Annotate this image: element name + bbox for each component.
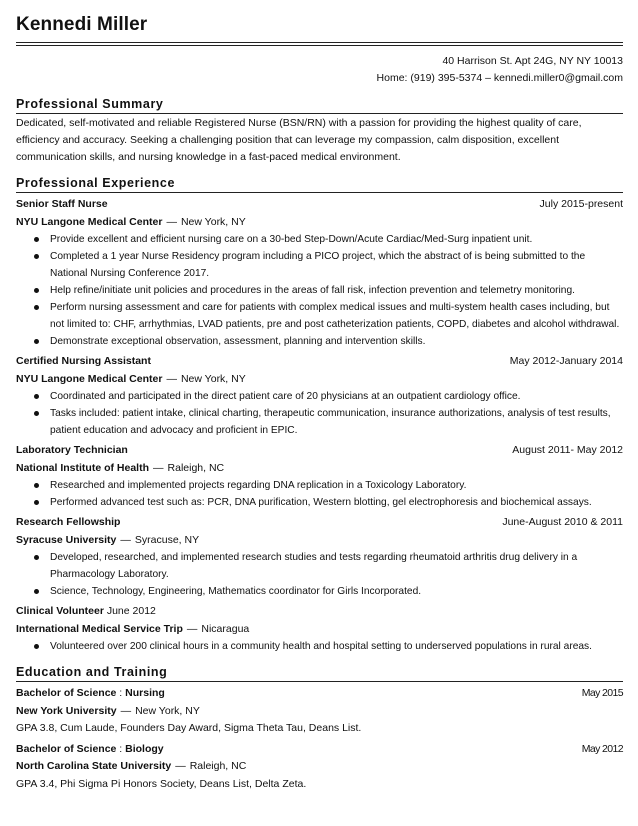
volunteer-org-row: [16, 621, 623, 639]
job-org-row: [16, 460, 623, 478]
list-item: Perform nursing assessment and care for patients with complex medical issues and multi-system health cases including, but not limited to: CHF, arrhythmias, LVAD patients, pre and post catheterization patients, COPD, diabetes and alcohol withdrawal.: [16, 299, 623, 333]
degree-school-row: [16, 703, 623, 721]
job-dates: July 2015-present: [539, 198, 623, 210]
volunteer-location: Nicaragua: [201, 622, 250, 635]
degree-title: [16, 741, 164, 759]
job-header-row: [16, 353, 623, 371]
list-item: Science, Technology, Engineering, Mathematics coordinator for Girls Incorporated.: [16, 583, 623, 600]
summary-rule: [16, 113, 623, 114]
job-role: Laboratory Technician: [16, 444, 128, 456]
job-bullets: [16, 231, 623, 350]
org-dash: —: [175, 760, 186, 772]
experience-title: Professional Experience: [16, 176, 176, 190]
summary-section: [16, 96, 623, 166]
job-dates: August 2011- May 2012: [512, 444, 623, 456]
degree-name: Bachelor of Science: [16, 742, 117, 755]
org-dash: —: [120, 704, 132, 717]
education-section: [16, 664, 623, 793]
job-header-row: [16, 196, 623, 214]
list-item: Completed a 1 year Nurse Residency program including a PICO project, which the abstract of is being submitted to the National Nursing Conference 2017.: [16, 248, 623, 282]
degree-dates: May 2012: [581, 742, 623, 755]
job-bullets: [16, 388, 623, 439]
volunteer-org: International Medical Service Trip: [16, 622, 183, 635]
header-double-rule: [16, 42, 623, 46]
org-dash: —: [186, 622, 198, 635]
candidate-name: Kennedi Miller: [16, 14, 148, 35]
org-dash: —: [120, 533, 131, 546]
volunteer-bullets: [16, 638, 623, 655]
contact-block: [16, 53, 623, 87]
degree-title: [16, 685, 165, 703]
degree-school: North Carolina State University: [16, 760, 172, 772]
experience-rule: [16, 192, 623, 193]
contact-address: 40 Harrison St. Apt 24G, NY NY 10013: [442, 55, 623, 67]
list-item: Demonstrate exceptional observation, assessment, planning and intervention skills.: [16, 333, 623, 350]
list-item: Volunteered over 200 clinical hours in a community health and hospital setting to underserved populations in rural areas.: [16, 638, 623, 655]
degree-entry: [16, 741, 623, 794]
job-entry: [16, 353, 623, 439]
job-bullets: [16, 477, 623, 511]
degree-name: Bachelor of Science: [16, 687, 117, 699]
degree-header-row: [16, 741, 623, 759]
job-org: NYU Langone Medical Center: [16, 372, 163, 385]
org-dash: —: [166, 215, 177, 228]
degree-details: GPA 3.8, Cum Laude, Founders Day Award, Sigma Theta Tau, Deans List.: [16, 722, 362, 734]
job-location: Syracuse, NY: [134, 533, 200, 546]
list-item: Tasks included: patient intake, clinical charting, therapeutic communication, insurance authorizations, analysis of test results, patient education and advocacy and proficient in EPIC.: [16, 405, 623, 439]
list-item: Help refine/initiate unit policies and procedures in the areas of fall risk, infection prevention and telemetry monitoring.: [16, 282, 623, 299]
summary-title: Professional Summary: [16, 97, 164, 111]
degree-field: Nursing: [125, 687, 165, 699]
job-location: Raleigh, NC: [167, 461, 225, 474]
degree-school: New York University: [16, 704, 117, 717]
list-item: Coordinated and participated in the direct patient care of 20 physicians at an outpatient cardiology office.: [16, 388, 623, 405]
list-item: Provide excellent and efficient nursing care on a 30-bed Step-Down/Acute Cardiac/Med-Surg inpatient unit.: [16, 231, 623, 248]
list-item: Developed, researched, and implemented research studies and tests regarding rheumatoid arthritis drug delivery in a Pharmacology Laboratory.: [16, 549, 623, 583]
job-org-row: [16, 214, 623, 232]
field-colon: :: [116, 742, 126, 755]
job-dates: June-August 2010 & 2011: [502, 516, 623, 528]
volunteer-role: Clinical Volunteer: [16, 605, 104, 617]
job-header-row: [16, 514, 623, 532]
job-entry: [16, 196, 623, 350]
degree-entry: [16, 685, 623, 738]
job-org-row: [16, 532, 623, 550]
degree-school-row: [16, 758, 623, 776]
job-role: Senior Staff Nurse: [16, 198, 108, 210]
volunteer-entry: [16, 603, 623, 655]
job-header-row: [16, 442, 623, 460]
degree-details: GPA 3.4, Phi Sigma Pi Honors Society, Deans List, Delta Zeta.: [16, 777, 307, 790]
degree-field: Biology: [125, 742, 164, 755]
degree-location: New York, NY: [135, 704, 200, 717]
degree-location: Raleigh, NC: [189, 760, 247, 772]
education-title: Education and Training: [16, 665, 168, 679]
job-bullets: [16, 549, 623, 600]
volunteer-dates: June 2012: [106, 605, 156, 617]
job-org: National Institute of Health: [16, 461, 150, 474]
job-entry: [16, 442, 623, 511]
field-colon: :: [116, 687, 126, 699]
degree-dates: May 2015: [581, 687, 623, 699]
job-dates: May 2012-January 2014: [509, 355, 623, 367]
job-org: NYU Langone Medical Center: [16, 215, 163, 228]
summary-text: Dedicated, self-motivated and reliable Registered Nurse (BSN/RN) with a passion for providing the highest quality of care, efficiency and accuracy. Seeking a challenging position that can leverage my compassion, calm disposition, excellent communication skills, and nursing knowledge in a fast-paced medical environment.: [16, 117, 582, 163]
org-dash: —: [153, 461, 164, 474]
list-item: Researched and implemented projects regarding DNA replication in a Toxicology Laboratory.: [16, 477, 623, 494]
resume-page: [16, 0, 623, 793]
education-rule: [16, 681, 623, 682]
job-entry: [16, 514, 623, 600]
list-item: Performed advanced test such as: PCR, DNA purification, Western blotting, gel electrophoresis and biochemical assays.: [16, 494, 623, 511]
job-org-row: [16, 371, 623, 389]
contact-phone-email: Home: (919) 395-5374 – kennedi.miller0@gmail.com: [376, 72, 623, 84]
org-dash: —: [166, 372, 177, 385]
degree-header-row: [16, 685, 623, 703]
volunteer-header-row: [16, 603, 623, 621]
job-role: Research Fellowship: [16, 516, 121, 528]
job-role: Certified Nursing Assistant: [16, 355, 151, 367]
job-location: New York, NY: [180, 372, 246, 385]
experience-section: [16, 175, 623, 655]
job-org: Syracuse University: [16, 533, 117, 546]
job-location: New York, NY: [180, 215, 246, 228]
